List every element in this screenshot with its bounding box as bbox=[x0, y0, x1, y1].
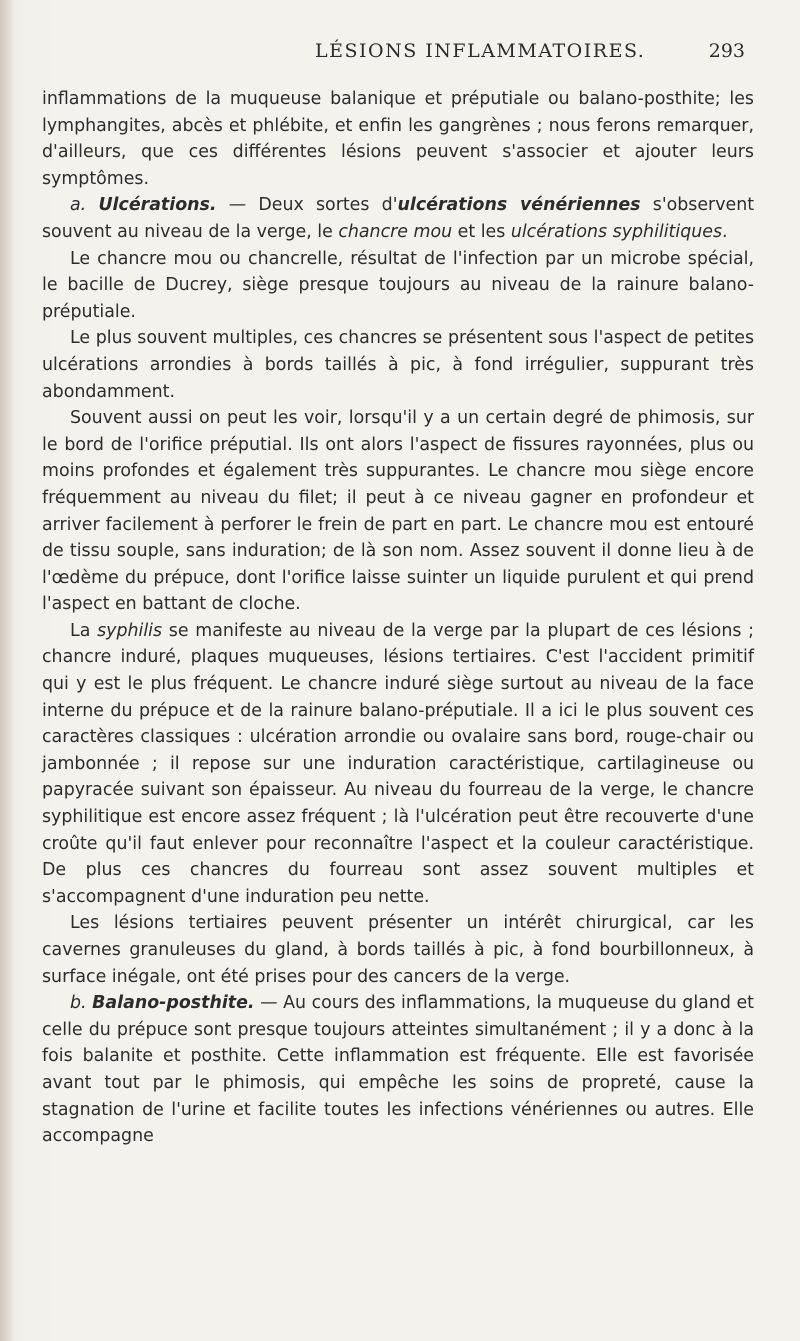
paragraph-text: se manifeste au niveau de la verge par la plupart de ces lésions ; chancre induré, plaques muqueuses, lésions tertiaires. C'est l'accident primitif qui y est le plus fréquent. Le chancre induré siège surtout au niveau de la face interne du prépuce et de la rainure balano-préputiale. Il a ici le plus souvent ces caractères classiques : ulcération arrondie ou ovalaire sans bord, rouge-chair ou jambonnée ; il repose sur une induration caractéristique, cartilagineuse ou papyracée suivant son épaisseur. Au niveau du fourreau de la verge, le chancre syphilitique est encore assez fréquent ; là l'ulcération peut être recouverte d'une croûte qu'il faut enlever pour reconnaître l'aspect et la couleur caractéristique. De plus ces chancres du fourreau sont assez souvent multiples et s'accompagnent d'une induration peu nette. bbox=[42, 620, 754, 907]
paragraph-text: La bbox=[70, 620, 98, 641]
running-header bbox=[0, 40, 800, 70]
paragraph-continued bbox=[42, 86, 754, 192]
section-label: b. bbox=[70, 993, 87, 1014]
emphasis-text: syphilis bbox=[97, 620, 163, 641]
paragraph-text: et les bbox=[452, 221, 511, 242]
paragraph-syphilis bbox=[42, 618, 754, 911]
paragraph-text: — Deux sortes d' bbox=[216, 195, 398, 216]
paragraph-text: s'observent souvent au niveau de la verge, le bbox=[42, 195, 755, 242]
emphasis-text: ulcérations syphilitiques bbox=[510, 221, 723, 242]
section-heading-balano-posthite: Balano-posthite. bbox=[92, 993, 255, 1014]
page-gutter-shadow bbox=[0, 0, 14, 1341]
paragraph-phimosis bbox=[42, 405, 754, 618]
paragraph-text: . bbox=[722, 221, 728, 242]
page-number: 293 bbox=[708, 40, 745, 62]
section-heading-ulcerations: Ulcérations. bbox=[98, 195, 217, 216]
paragraph-multiples bbox=[42, 325, 754, 405]
paragraph-chancre-mou bbox=[42, 246, 754, 326]
body-text bbox=[42, 86, 754, 1150]
paragraph-text: inflammations de la muqueuse balanique et préputiale ou balano-posthite; les lymphangites, abcès et phlébite, et enfin les gangrènes ; nous ferons remarquer, d'ailleurs, que ces différentes lésions peuvent s'associer et ajouter leurs symptômes. bbox=[42, 89, 754, 189]
paragraph-text: — Au cours des inflammations, la muqueuse du gland et celle du prépuce sont presque toujours atteintes simultanément ; il y a donc à la fois balanite et posthite. Cette inflammation est fréquente. Elle est favorisée avant tout par le phimosis, qui empêche les soins de propreté, cause la stagnation de l'urine et facilite toutes les infections vénériennes ou autres. Elle accompagne bbox=[42, 993, 754, 1147]
paragraph-text: Le chancre mou ou chancrelle, résultat de l'infection par un microbe spécial, le bacille de Ducrey, siège presque toujours au niveau de la rainure balano-préputiale. bbox=[42, 248, 754, 322]
paragraph-text: Souvent aussi on peut les voir, lorsqu'il y a un certain degré de phimosis, sur le bord de l'orifice préputial. Ils ont alors l'aspect de fissures rayonnées, plus ou moins profondes et également très suppurantes. Le chancre mou siège encore fréquemment au niveau du filet; il peut à ce niveau gagner en profondeur et arriver facilement à perforer le frein de part en part. Le chancre mou est entouré de tissu souple, sans induration; de là son nom. Assez souvent il donne lieu à de l'œdème du prépuce, dont l'orifice laisse suinter un liquide purulent et qui prend l'aspect en battant de cloche. bbox=[42, 408, 754, 615]
emphasis-text: chancre mou bbox=[338, 221, 453, 242]
paragraph-text: Le plus souvent multiples, ces chancres se présentent sous l'aspect de petites ulcérations arrondies à bords taillés à pic, à fond irrégulier, suppurant très abondamment. bbox=[42, 328, 754, 402]
section-label: a. bbox=[70, 195, 87, 216]
running-title: LÉSIONS INFLAMMATOIRES. bbox=[315, 40, 646, 62]
emphasis-text: ulcérations vénériennes bbox=[397, 195, 641, 216]
paragraph-text: Les lésions tertiaires peuvent présenter un intérêt chirurgical, car les cavernes granuleuses du gland, à bords taillés à pic, à fond bourbillonneux, à surface inégale, ont été prises pour des cancers de la verge. bbox=[42, 913, 754, 987]
paragraph-ulcerations bbox=[42, 192, 754, 245]
paragraph-tertiaires bbox=[42, 910, 754, 990]
paragraph-balano-posthite bbox=[42, 990, 754, 1150]
